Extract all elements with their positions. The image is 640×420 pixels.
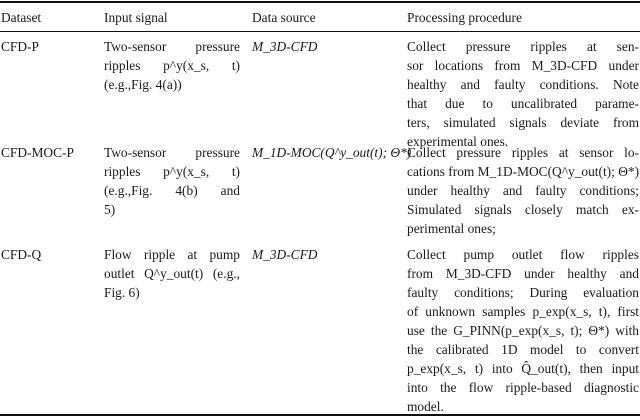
text-line: experimental ones.	[407, 134, 509, 149]
text-line: 5)	[104, 202, 116, 217]
text-line: p_exp(x_s, t) into Q̂_out(t), then input	[407, 361, 639, 376]
text-line: ripples p^y(x_s, t)	[104, 58, 240, 73]
cell-data-source: M_1D-MOC(Q^y_out(t); Θ*)	[252, 145, 412, 160]
cell-processing-procedure	[407, 143, 639, 238]
text-line: from M_3D-CFD under healthy and	[407, 266, 639, 281]
header-data-source: Data source	[252, 10, 316, 25]
text-line: under healthy and faulty conditions;	[407, 183, 639, 198]
text-line: (e.g.,Fig. 4(b) and	[104, 183, 240, 198]
text-line: ters, simulated signals deviate from	[407, 115, 639, 130]
text-line: use the G_PINN(p_exp(x_s, t); Θ*) with	[407, 323, 639, 338]
top-rule	[0, 1, 640, 3]
text-line: Fig. 6)	[104, 285, 140, 300]
text-line: that due to uncalibrated parame-	[407, 96, 639, 111]
text-line: outlet Q^y_out(t) (e.g.,	[104, 266, 240, 281]
text-line: perimental ones;	[407, 221, 496, 236]
header-input-signal: Input signal	[104, 10, 168, 25]
cell-dataset: CFD-MOC-P	[1, 145, 74, 160]
cell-data-source: M_3D-CFD	[252, 39, 318, 54]
text-line: healthy and faulty conditions. Note	[407, 77, 639, 92]
text-line: faulty conditions; During evaluation	[407, 285, 639, 300]
text-line: of unknown samples p_exp(x_s, t), first	[407, 304, 639, 319]
text-line: into the flow ripple-based diagnostic	[407, 380, 639, 395]
cell-processing-procedure	[407, 245, 639, 416]
text-line: (e.g.,Fig. 4(a))	[104, 77, 182, 92]
text-line: Collect pressure ripples at sen-	[407, 39, 639, 54]
cell-dataset: CFD-P	[1, 39, 39, 54]
cell-dataset: CFD-Q	[1, 247, 42, 262]
header-rule	[0, 31, 640, 32]
text-line: sor locations from M_3D-CFD under	[407, 58, 639, 73]
text-line: Collect pressure ripples at sensor lo-	[407, 145, 639, 160]
cell-processing-procedure	[407, 37, 639, 151]
text-line: Two-sensor pressure	[104, 145, 240, 160]
header-dataset: Dataset	[1, 10, 42, 25]
bottom-rule	[0, 414, 640, 416]
text-line: Flow ripple at pump	[104, 247, 240, 262]
text-line: ripples p^y(x_s, t)	[104, 164, 240, 179]
cell-input-signal	[104, 37, 240, 94]
cell-data-source: M_3D-CFD	[252, 247, 318, 262]
text-line: Simulated signals closely match ex-	[407, 202, 639, 217]
cell-input-signal	[104, 143, 240, 219]
text-line: the calibrated 1D model to convert	[407, 342, 639, 357]
header-processing-procedure: Processing procedure	[407, 10, 522, 25]
text-line: Collect pump outlet flow ripples	[407, 247, 639, 262]
text-line: model.	[407, 399, 444, 414]
cell-input-signal	[104, 245, 240, 302]
text-line: cations from M_1D-MOC(Q^y_out(t); Θ*)	[407, 164, 640, 179]
text-line: Two-sensor pressure	[104, 39, 240, 54]
